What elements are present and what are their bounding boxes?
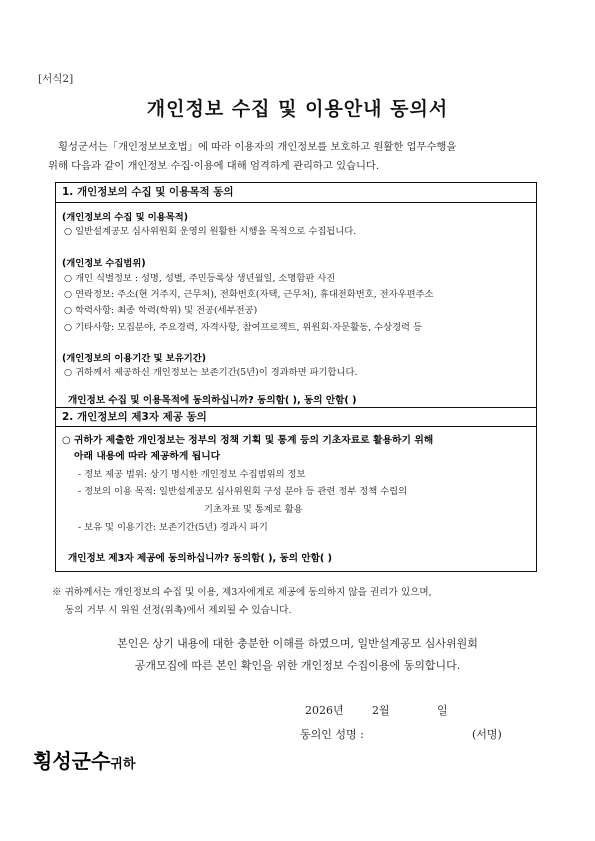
intro-line-2: 위해 다음과 같이 개인정보 수집·이용에 대해 엄격하게 관리하고 있습니다.: [48, 160, 380, 172]
intro-paragraph: [48, 138, 457, 176]
recipient-suffix: 귀하: [110, 757, 136, 772]
signer-name-field[interactable]: [386, 726, 466, 742]
provision-item: - 정보의 이용 목적: 일반설계공모 심사위원회 구성 분야 등 관련 정부 정책 수립의: [78, 486, 408, 497]
section2-heading: 2. 개인정보의 제3자 제공 동의: [56, 407, 536, 427]
scope-label: (개인정보 수집범위): [62, 258, 146, 269]
provision-item: - 보유 및 이용기간: 보존기간(5년) 경과시 파기: [78, 522, 268, 533]
scope-item: ○ 연락정보: 주소(현 거주지, 근무처), 전화번호(자택, 근무처), 휴대전화번호, 전자우편주소: [64, 289, 434, 300]
page-title: 개인정보 수집 및 이용안내 동의서: [146, 98, 449, 120]
recipient: [33, 745, 135, 774]
section2-lead-line-2: 아래 내용에 따라 제공하게 됩니다: [74, 451, 221, 462]
date-year: 2026년: [305, 704, 344, 717]
date-month: 2월: [372, 704, 390, 717]
date-day: 일: [437, 704, 448, 717]
intro-line-1: 횡성군서는「개인정보보호법」에 따라 이용자의 개인정보를 보호하고 원활한 업무수행을: [58, 141, 457, 153]
period-text: ○ 귀하께서 제공하신 개인정보는 보존기간(5년)이 경과하면 파기합니다.: [64, 367, 358, 378]
provision-item: - 정보 제공 범위: 상기 명시한 개인정보 수집범위의 정보: [78, 469, 306, 480]
scope-item: ○ 개인 식별정보 : 성명, 성별, 주민등록상 생년월일, 소명함판 사진: [64, 273, 336, 284]
section1-consent-question[interactable]: 개인정보 수집 및 이용목적에 동의하십니까? 동의함( ), 동의 안함( ): [68, 395, 357, 406]
scope-item: ○ 학력사항: 최종 학력(학위) 및 전공(세부전공): [64, 305, 258, 316]
consent-line-2: 공개모집에 따른 본인 확인을 위한 개인정보 수집이용에 동의합니다.: [134, 659, 461, 672]
consent-line-1: 본인은 상기 내용에 대한 충분한 이해를 하였으며, 일반설계공모 심사위원회: [117, 637, 478, 650]
notice-line-2: 동의 거부 시 위원 선정(위촉)에서 제외될 수 있습니다.: [65, 605, 292, 616]
purpose-label: (개인정보의 수집 및 이용목적): [62, 212, 188, 223]
section2-consent-question[interactable]: 개인정보 제3자 제공에 동의하십니까? 동의함( ), 동의 안함( ): [68, 553, 333, 564]
section2-lead-line-1: ○ 귀하가 제출한 개인정보는 정부의 정책 기획 및 통계 등의 기초자료로 활용하기 위해: [62, 435, 434, 446]
scope-item: ○ 기타사항: 모집분야, 주요경력, 자격사항, 참여프로젝트, 위원회·자문활동, 수상경력 등: [64, 322, 422, 333]
provision-item-continued: 기초자료 및 통계로 활용: [204, 504, 303, 515]
purpose-text: ○ 일반설계공모 심사위원회 운영의 원활한 시행을 목적으로 수집됩니다.: [64, 226, 357, 237]
section1-heading: 1. 개인정보의 수집 및 이용목적 동의: [56, 183, 536, 203]
rights-notice: [52, 584, 432, 620]
form-number: [서식2]: [38, 73, 74, 85]
signer-name-label: 동의인 성명 :: [300, 728, 364, 741]
notice-line-1: ※ 귀하께서는 개인정보의 수집 및 이용, 제3자에게로 제공에 동의하지 않을 권리가 있으며,: [52, 587, 432, 598]
signature-mark[interactable]: (서명): [472, 728, 502, 741]
consent-statement: [0, 633, 595, 677]
recipient-name: 횡성군수: [33, 749, 111, 773]
period-label: (개인정보의 이용기간 및 보유기간): [62, 353, 206, 364]
consent-table: [55, 182, 537, 572]
